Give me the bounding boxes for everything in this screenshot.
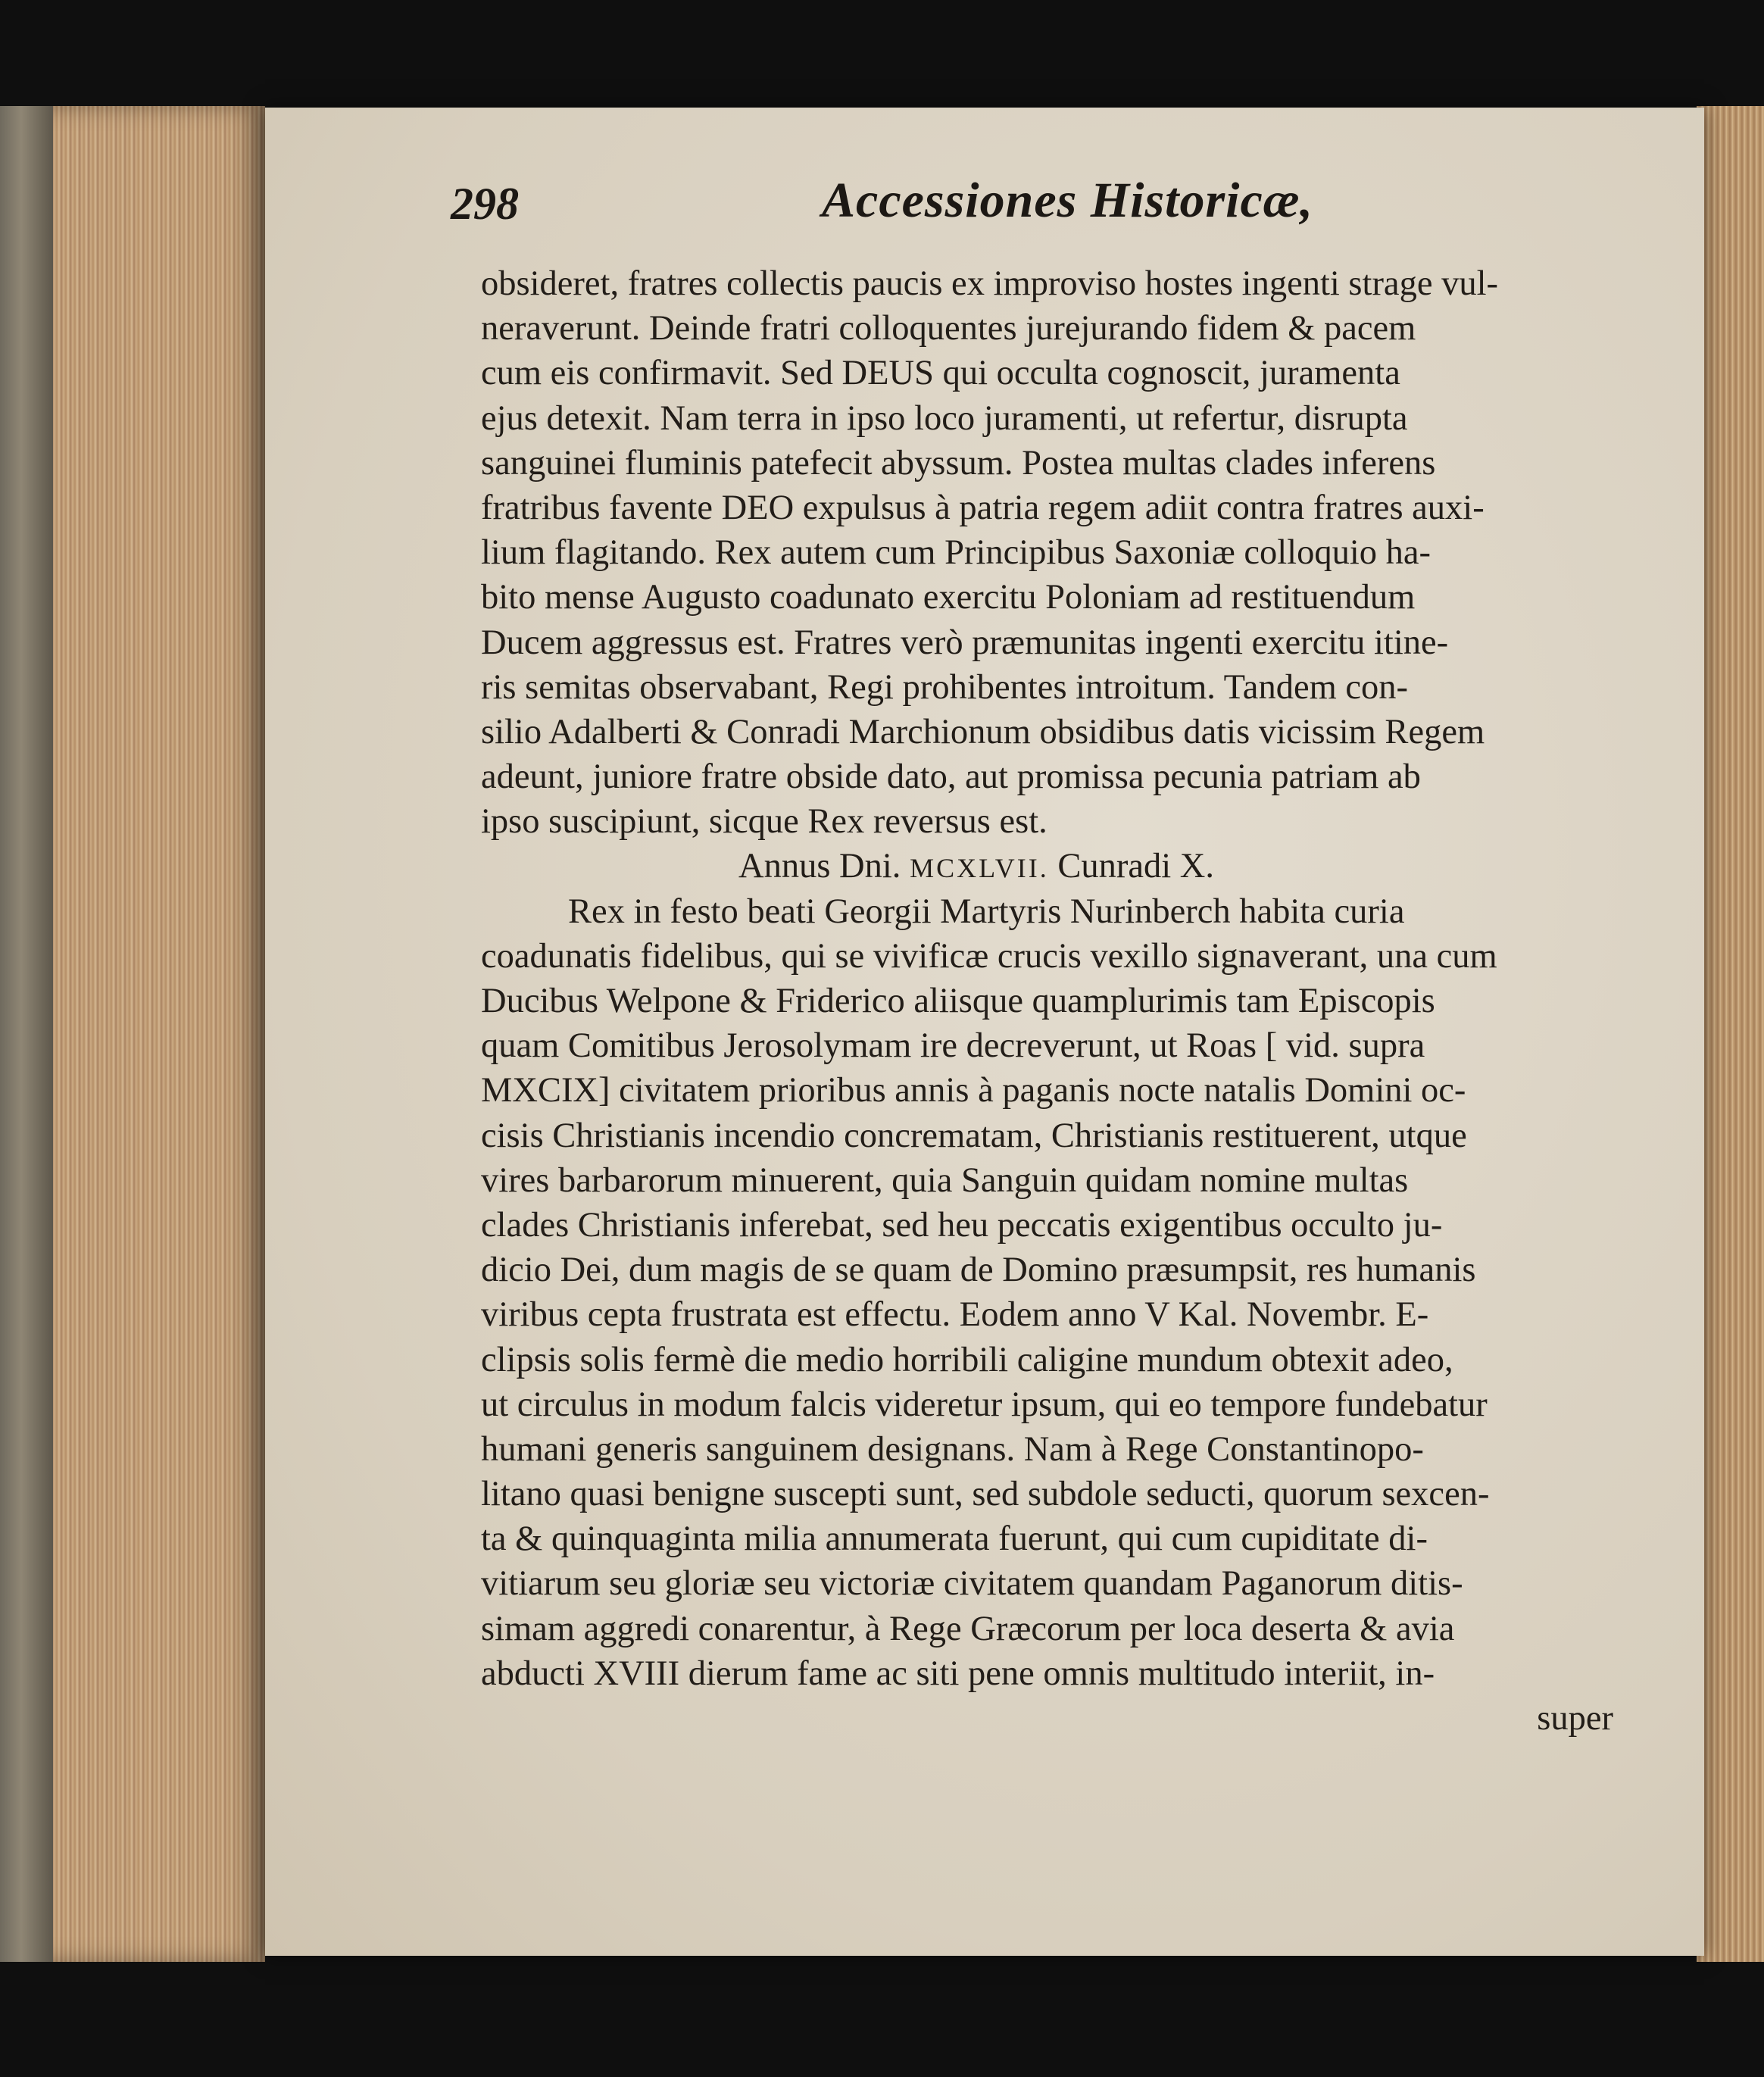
text-line: ipso suscipiunt, sicque Rex reversus est. [481,802,1047,842]
text-line: ris semitas observabant, Regi prohibentes introitum. Tandem con- [481,667,1409,707]
text-line: bito mense Augusto coadunato exercitu Poloniam ad restituendum [481,578,1416,617]
left-page-edge [0,106,265,1962]
catchword: super [1537,1699,1613,1738]
year-suffix: Cunradi X. [1057,847,1215,886]
text-line: adeunt, juniore fratre obside dato, aut promissa pecunia patriam ab [481,757,1421,797]
right-page-edge [1697,106,1764,1962]
text-line: Rex in festo beati Georgii Martyris Nurinberch habita curia [568,892,1405,931]
book-binding [0,106,53,1962]
running-title: Accessiones Historicæ, [822,173,1313,228]
text-line: Ducibus Welpone & Friderico aliisque quamplurimis tam Episcopis [481,982,1435,1020]
text-line: neraverunt. Deinde fratri colloquentes jurejurando fidem & pacem [481,309,1416,348]
text-line: clades Christianis inferebat, sed heu peccatis exigentibus occulto ju- [481,1205,1443,1245]
body-text [481,261,1613,1741]
text-line: vires barbarorum minuerent, quia Sanguin quidam nomine multas [481,1160,1409,1200]
text-line: silio Adalberti & Conradi Marchionum obsidibus datis vicissim Regem [481,712,1485,751]
page-header [451,173,1625,246]
text-line: ejus detexit. Nam terra in ipso loco juramenti, ut refertur, disrupta [481,398,1408,438]
year-prefix: Annus Dni. [738,847,901,886]
text-line: abducti XVIII dierum fame ac siti pene omnis multitudo interiit, in- [481,1654,1435,1693]
text-line: quam Comitibus Jerosolymam ire decreverunt, ut Roas [ vid. supra [481,1026,1425,1066]
text-line: cisis Christianis incendio concrematam, Christianis restituerent, utque [481,1116,1467,1155]
text-line: Ducem aggressus est. Fratres verò præmunitas ingenti exercitu itine- [481,623,1449,662]
text-line: clipsis solis fermè die medio horribili caligine mundum obtexit adeo, [481,1340,1453,1379]
text-line: lium flagitando. Rex autem cum Principibus Saxoniæ colloquio ha- [481,533,1431,573]
text-line: obsideret, fratres collectis paucis ex improviso hostes ingenti strage vul- [481,264,1498,303]
year-heading [481,844,1613,889]
text-line: ut circulus in modum falcis videretur ipsum, qui eo tempore fundebatur [481,1385,1488,1424]
text-line: dicio Dei, dum magis de se quam de Domino præsumpsit, res humanis [481,1251,1476,1290]
text-line: viribus cepta frustrata est effectu. Eodem anno V Kal. Novembr. E- [481,1295,1429,1335]
text-line: humani generis sanguinem designans. Nam à Rege Constantinopo- [481,1429,1424,1469]
text-line: ta & quinquaginta milia annumerata fuerunt, qui cum cupiditate di- [481,1519,1428,1559]
page-number: 298 [451,179,519,229]
text-line: fratribus favente DEO expulsus à patria regem adiit contra fratres auxi- [481,488,1485,527]
text-line: MXCIX] civitatem prioribus annis à paganis nocte natalis Domini oc- [481,1071,1466,1110]
text-line: sanguinei fluminis patefecit abyssum. Postea multas clades inferens [481,443,1436,483]
text-line: vitiarum seu gloriæ seu victoriæ civitatem quandam Paganorum ditis- [481,1564,1463,1604]
text-line: litano quasi benigne suscepti sunt, sed subdole seducti, quorum sexcen- [481,1475,1490,1514]
text-line: simam aggredi conarentur, à Rege Græcorum per loca deserta & avia [481,1609,1455,1648]
text-line: cum eis confirmavit. Sed DEUS qui occulta cognoscit, juramenta [481,354,1400,393]
year-numeral: MCXLVII. [910,853,1049,884]
text-line: coadunatis fidelibus, qui se vivificæ crucis vexillo signaverant, una cum [481,936,1497,976]
